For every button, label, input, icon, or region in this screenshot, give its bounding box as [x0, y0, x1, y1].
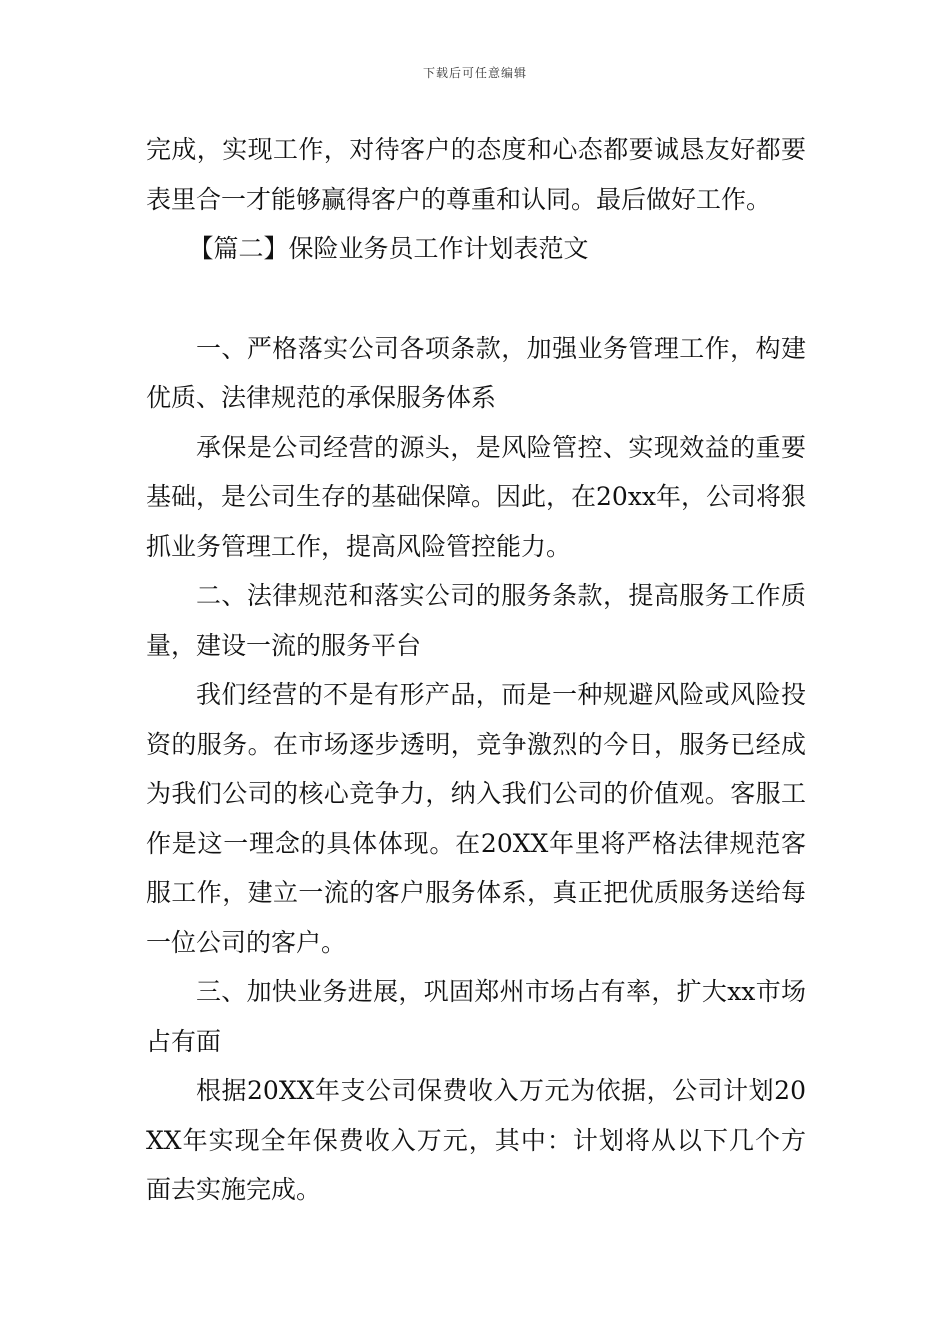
page-header-note: 下载后可任意编辑 [422, 66, 527, 80]
heading-three: 三、加快业务进展，巩固郑州市场占有率，扩大xx市场占有面 [146, 977, 806, 1056]
document-body [146, 125, 806, 1215]
blank-line [146, 274, 806, 324]
paragraph-continuation: 完成，实现工作，对待客户的态度和心态都要诚恳友好都要表里合一才能够赢得客户的尊重和认同。最后做好工作。 [146, 135, 806, 214]
paragraph-underwriting: 承保是公司经营的源头，是风险管控、实现效益的重要基础，是公司生存的基础保障。因此，在20xx年，公司将狠抓业务管理工作，提高风险管控能力。 [146, 432, 807, 561]
heading-two: 二、法律规范和落实公司的服务条款，提高服务工作质量，建设一流的服务平台 [146, 581, 806, 660]
heading-one: 一、严格落实公司各项条款，加强业务管理工作，构建优质、法律规范的承保服务体系 [146, 333, 806, 412]
section-title: 【篇二】保险业务员工作计划表范文 [188, 234, 589, 263]
paragraph-plan: 根据20XX年支公司保费收入万元为依据，公司计划20XX年实现全年保费收入万元，其中：计划将从以下几个方面去实施完成。 [146, 1076, 806, 1204]
paragraph-service: 我们经营的不是有形产品，而是一种规避风险或风险投资的服务。在市场逐步透明，竞争激烈的今日，服务已经成为我们公司的核心竞争力，纳入我们公司的价值观。客服工作是这一理念的具体体现。在20XX年里将严格法律规范客服工作，建立一流的客户服务体系，真正把优质服务送给每一位公司的客户。 [146, 680, 806, 957]
